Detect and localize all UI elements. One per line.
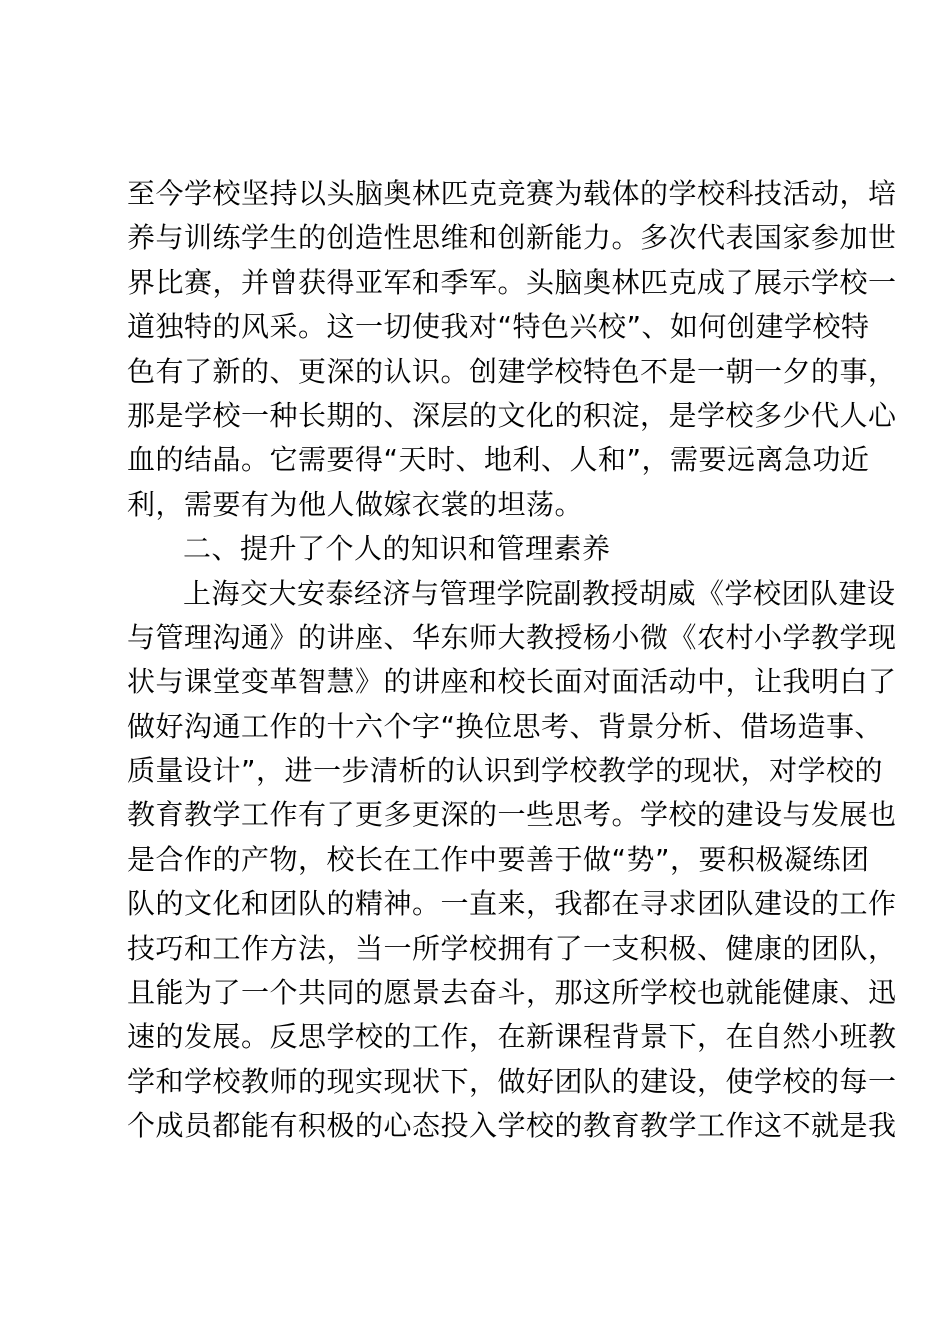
text-line: 个成员都能有积极的心态投入学校的教育教学工作这不就是我 — [127, 1109, 897, 1143]
text-line: 做好沟通工作的十六个字“换位思考、背景分析、借场造事、 — [127, 709, 884, 743]
section-heading: 二、提升了个人的知识和管理素养 — [183, 532, 611, 566]
text-line: 是合作的产物，校长在工作中要善于做“势”，要积极凝练团 — [127, 842, 870, 876]
text-line: 至今学校坚持以头脑奥林匹克竞赛为载体的学校科技活动，培 — [127, 177, 897, 210]
text-line: 利，需要有为他人做嫁衣裳的坦荡。 — [127, 487, 584, 521]
text-line: 学和学校教师的现实现状下，做好团队的建设，使学校的每一 — [127, 1064, 897, 1098]
text-line: 队的文化和团队的精神。一直来，我都在寻求团队建设的工作 — [127, 887, 897, 921]
paragraph-first-line: 上海交大安泰经济与管理学院副教授胡威《学校团队建设 — [183, 576, 896, 610]
text-line: 养与训练学生的创造性思维和创新能力。多次代表国家参加世 — [127, 221, 897, 255]
text-line: 教育教学工作有了更多更深的一些思考。学校的建设与发展也 — [127, 798, 897, 832]
text-line: 质量设计”，进一步清析的认识到学校教学的现状，对学校的 — [127, 754, 884, 788]
text-line: 与管理沟通》的讲座、华东师大教授杨小微《农村小学教学现 — [127, 620, 897, 654]
text-line: 道独特的风采。这一切使我对“特色兴校”、如何创建学校特 — [127, 310, 870, 344]
text-line: 速的发展。反思学校的工作，在新课程背景下，在自然小班教 — [127, 1020, 897, 1054]
text-line: 状与课堂变革智慧》的讲座和校长面对面活动中，让我明白了 — [127, 665, 897, 699]
text-line: 色有了新的、更深的认识。创建学校特色不是一朝一夕的事， — [127, 354, 897, 388]
text-line: 血的结晶。它需要得“天时、地利、人和”，需要远离急功近 — [127, 443, 870, 477]
text-line: 且能为了一个共同的愿景去奋斗，那这所学校也就能健康、迅 — [127, 976, 897, 1010]
body-text — [127, 172, 897, 1149]
text-line: 界比赛，并曾获得亚军和季军。头脑奥林匹克成了展示学校一 — [127, 265, 897, 299]
text-line: 那是学校一种长期的、深层的文化的积淀，是学校多少代人心 — [127, 398, 897, 432]
text-line: 技巧和工作方法，当一所学校拥有了一支积极、健康的团队， — [127, 931, 897, 965]
